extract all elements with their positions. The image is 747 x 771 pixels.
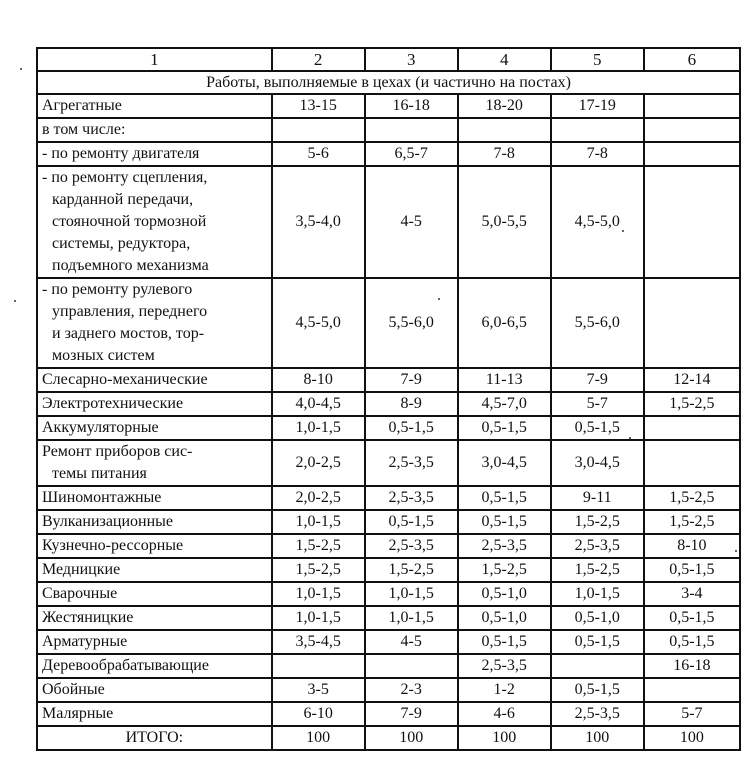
value-cell: 0,5-1,5 [551, 630, 644, 654]
value-cell: 7-8 [551, 142, 644, 166]
value-cell [644, 416, 740, 440]
section-row [37, 71, 740, 94]
row-name-line: управления, переднего [52, 303, 208, 320]
value-cell: 8-10 [272, 368, 365, 392]
value-cell: 2,5-3,5 [458, 654, 551, 678]
value-cell: 1,0-1,5 [272, 510, 365, 534]
value-cell: 11-13 [458, 368, 551, 392]
row-name-line: Медницкие [42, 561, 121, 578]
scan-speck [438, 298, 440, 300]
row-name-line: Шиномонтажные [42, 489, 162, 506]
value-cell [365, 654, 458, 678]
value-cell: 1,0-1,5 [272, 582, 365, 606]
total-row [37, 726, 740, 750]
row-name-cell [37, 702, 272, 726]
table-row [37, 392, 740, 416]
row-name-cell [37, 678, 272, 702]
value-cell: 2,5-3,5 [551, 702, 644, 726]
value-cell: 2,5-3,5 [365, 534, 458, 558]
value-cell [644, 142, 740, 166]
row-name-cell [37, 630, 272, 654]
total-value: 100 [551, 726, 644, 750]
column-header: 5 [551, 48, 644, 71]
value-cell: 3,5-4,5 [272, 630, 365, 654]
row-name-line: - по ремонту двигателя [42, 145, 200, 162]
row-name-cell [37, 510, 272, 534]
table-row [37, 630, 740, 654]
value-cell: 1,5-2,5 [272, 534, 365, 558]
row-name-cell [37, 392, 272, 416]
value-cell: 0,5-1,5 [365, 510, 458, 534]
value-cell [551, 654, 644, 678]
value-cell: 16-18 [365, 94, 458, 118]
scan-speck [622, 230, 624, 232]
table-row [37, 510, 740, 534]
table-row [37, 94, 740, 118]
row-name-line: Ремонт приборов сис- [42, 443, 193, 460]
total-value: 100 [365, 726, 458, 750]
table-row [37, 606, 740, 630]
row-name-cell [37, 142, 272, 166]
row-name-line: Малярные [42, 705, 114, 722]
value-cell: 7-8 [458, 142, 551, 166]
value-cell: 9-11 [551, 486, 644, 510]
value-cell: 3-4 [644, 582, 740, 606]
value-cell: 1,5-2,5 [551, 558, 644, 582]
table-row [37, 486, 740, 510]
row-name-line: Деревообрабатывающие [42, 657, 209, 674]
row-name-cell [37, 118, 272, 142]
row-name-line: Слесарно-механические [42, 371, 208, 388]
row-name-line: Арматурные [42, 633, 128, 650]
value-cell: 4,5-7,0 [458, 392, 551, 416]
value-cell: 3-5 [272, 678, 365, 702]
row-name-line: - по ремонту сцепления, [42, 169, 208, 186]
value-cell: 1,5-2,5 [644, 392, 740, 416]
value-cell: 0,5-1,5 [458, 416, 551, 440]
table-row [37, 440, 740, 486]
value-cell: 3,0-4,5 [458, 440, 551, 486]
value-cell: 5,0-5,5 [458, 166, 551, 278]
value-cell: 5,5-6,0 [365, 278, 458, 368]
value-cell: 1,0-1,5 [551, 582, 644, 606]
value-cell: 16-18 [644, 654, 740, 678]
table-row [37, 118, 740, 142]
row-name-cell [37, 486, 272, 510]
table-body [37, 48, 740, 750]
row-name-line: темы питания [52, 465, 147, 482]
value-cell: 0,5-1,5 [644, 558, 740, 582]
value-cell [644, 678, 740, 702]
table-row [37, 558, 740, 582]
value-cell: 2,5-3,5 [551, 534, 644, 558]
value-cell: 5-6 [272, 142, 365, 166]
table-row [37, 654, 740, 678]
value-cell [458, 118, 551, 142]
row-name-cell [37, 368, 272, 392]
row-name-line: мозных систем [52, 347, 155, 364]
column-header: 4 [458, 48, 551, 71]
value-cell: 0,5-1,5 [458, 630, 551, 654]
row-name-line: в том числе: [42, 121, 126, 138]
row-name-line: и заднего мостов, тор- [52, 325, 205, 342]
row-name-line: системы, редуктора, [52, 235, 191, 252]
value-cell: 0,5-1,0 [458, 582, 551, 606]
total-value: 100 [644, 726, 740, 750]
row-name-cell [37, 582, 272, 606]
column-header: 3 [365, 48, 458, 71]
row-name-line: Обойные [42, 681, 105, 698]
row-name-cell [37, 416, 272, 440]
value-cell: 2,5-3,5 [365, 486, 458, 510]
value-cell: 0,5-1,5 [644, 606, 740, 630]
value-cell: 0,5-1,0 [458, 606, 551, 630]
value-cell: 6,0-6,5 [458, 278, 551, 368]
value-cell: 2,5-3,5 [458, 534, 551, 558]
value-cell: 4,0-4,5 [272, 392, 365, 416]
table-row [37, 534, 740, 558]
value-cell: 0,5-1,5 [458, 510, 551, 534]
value-cell [272, 654, 365, 678]
row-name-line: Вулканизационные [42, 513, 174, 530]
row-name-cell [37, 654, 272, 678]
value-cell: 2,0-2,5 [272, 440, 365, 486]
table-row [37, 416, 740, 440]
value-cell: 7-9 [365, 702, 458, 726]
row-name-cell [37, 166, 272, 278]
value-cell: 2,5-3,5 [365, 440, 458, 486]
row-name-line: Кузнечно-рессорные [42, 537, 184, 554]
table-row [37, 166, 740, 278]
value-cell: 1,5-2,5 [644, 486, 740, 510]
row-name-cell [37, 278, 272, 368]
value-cell [644, 440, 740, 486]
value-cell: 3,5-4,0 [272, 166, 365, 278]
scan-speck [20, 68, 22, 70]
value-cell: 5-7 [551, 392, 644, 416]
value-cell: 0,5-1,5 [551, 416, 644, 440]
table-row [37, 278, 740, 368]
column-header: 1 [37, 48, 272, 71]
value-cell: 1,5-2,5 [644, 510, 740, 534]
value-cell: 1,5-2,5 [272, 558, 365, 582]
table-row [37, 582, 740, 606]
value-cell: 4-5 [365, 166, 458, 278]
value-cell: 8-10 [644, 534, 740, 558]
value-cell: 1,0-1,5 [365, 606, 458, 630]
table-row [37, 678, 740, 702]
value-cell [644, 278, 740, 368]
column-number-row [37, 48, 740, 71]
value-cell: 12-14 [644, 368, 740, 392]
value-cell: 0,5-1,5 [551, 678, 644, 702]
value-cell: 1,5-2,5 [365, 558, 458, 582]
row-name-line: подъемного механизма [52, 257, 209, 274]
value-cell: 2,0-2,5 [272, 486, 365, 510]
value-cell [365, 118, 458, 142]
value-cell: 1,0-1,5 [272, 606, 365, 630]
value-cell: 8-9 [365, 392, 458, 416]
value-cell: 6-10 [272, 702, 365, 726]
value-cell [644, 118, 740, 142]
scan-speck [629, 437, 631, 439]
value-cell: 2-3 [365, 678, 458, 702]
value-cell: 1,5-2,5 [551, 510, 644, 534]
value-cell: 0,5-1,0 [551, 606, 644, 630]
scan-speck [14, 300, 16, 302]
value-cell [644, 166, 740, 278]
row-name-cell [37, 440, 272, 486]
row-name-line: Сварочные [42, 585, 118, 602]
value-cell: 0,5-1,5 [458, 486, 551, 510]
value-cell: 4,5-5,0 [551, 166, 644, 278]
row-name-cell [37, 558, 272, 582]
row-name-line: Агрегатные [42, 97, 122, 114]
value-cell: 5-7 [644, 702, 740, 726]
value-cell: 5,5-6,0 [551, 278, 644, 368]
value-cell: 13-15 [272, 94, 365, 118]
value-cell: 1,0-1,5 [272, 416, 365, 440]
section-title: Работы, выполняемые в цехах (и частично на постах) [37, 71, 740, 94]
value-cell [272, 118, 365, 142]
row-name-cell [37, 534, 272, 558]
column-header: 2 [272, 48, 365, 71]
distribution-table [36, 47, 741, 751]
value-cell: 0,5-1,5 [365, 416, 458, 440]
value-cell: 7-9 [551, 368, 644, 392]
value-cell: 4,5-5,0 [272, 278, 365, 368]
value-cell: 1-2 [458, 678, 551, 702]
total-label: ИТОГО: [37, 726, 272, 750]
table-row [37, 368, 740, 392]
value-cell: 1,5-2,5 [458, 558, 551, 582]
row-name-cell [37, 94, 272, 118]
value-cell: 6,5-7 [365, 142, 458, 166]
value-cell: 3,0-4,5 [551, 440, 644, 486]
row-name-cell [37, 606, 272, 630]
value-cell [551, 118, 644, 142]
scan-speck [735, 550, 737, 552]
value-cell: 4-6 [458, 702, 551, 726]
table-row [37, 142, 740, 166]
value-cell: 0,5-1,5 [644, 630, 740, 654]
row-name-line: Аккумуляторные [42, 419, 159, 436]
value-cell: 1,0-1,5 [365, 582, 458, 606]
row-name-line: Жестяницкие [42, 609, 134, 626]
value-cell: 7-9 [365, 368, 458, 392]
column-header: 6 [644, 48, 740, 71]
total-value: 100 [272, 726, 365, 750]
row-name-line: стояночной тормозной [52, 213, 207, 230]
row-name-line: - по ремонту рулевого [42, 281, 193, 298]
value-cell: 18-20 [458, 94, 551, 118]
value-cell: 4-5 [365, 630, 458, 654]
total-value: 100 [458, 726, 551, 750]
value-cell [644, 94, 740, 118]
table-row [37, 702, 740, 726]
row-name-line: карданной передачи, [52, 191, 194, 208]
value-cell: 17-19 [551, 94, 644, 118]
row-name-line: Электротехнические [42, 395, 184, 412]
